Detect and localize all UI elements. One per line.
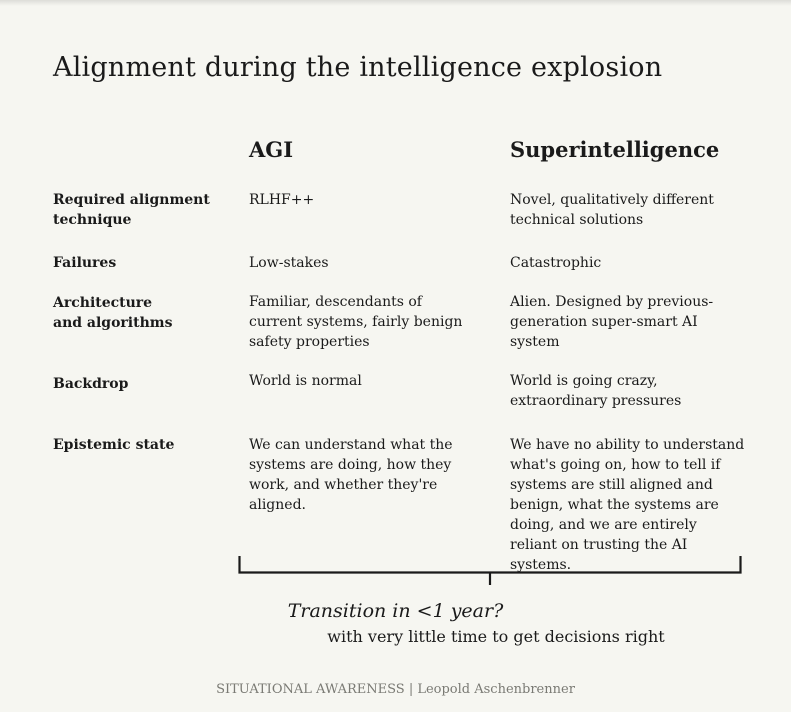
column-header-superintelligence: Superintelligence — [510, 137, 720, 162]
cell-superintelligence-failures: Catastrophic — [510, 255, 602, 271]
cell-agi-epistemic-state: We can understand what the systems are doing, how they work, and whether they're aligned. — [249, 437, 453, 513]
row-label-failures: Failures — [53, 255, 117, 271]
row-label-architecture-and-algorithms: Architecture and algorithms — [53, 295, 173, 331]
column-header-agi: AGI — [249, 137, 294, 162]
top-shadow — [0, 0, 791, 6]
footer-credit: SITUATIONAL AWARENESS | Leopold Aschenbrenner — [216, 682, 575, 697]
cell-superintelligence-epistemic-state: We have no ability to understand what's going on, how to tell if systems are still aligned and benign, what the systems are doing, and we are entirely reliant on trusting the AI systems. — [510, 437, 745, 573]
transition-bracket — [238, 556, 742, 586]
row-label-required-alignment-technique: Required alignment technique — [53, 192, 210, 228]
cell-agi-architecture-and-algorithms: Familiar, descendants of current systems, fairly benign safety properties — [249, 294, 463, 350]
cell-agi-backdrop: World is normal — [249, 373, 362, 389]
transition-title: Transition in <1 year? — [287, 600, 504, 622]
cell-agi-failures: Low-stakes — [249, 255, 329, 271]
transition-subtitle: with very little time to get decisions right — [327, 627, 665, 646]
row-label-epistemic-state: Epistemic state — [53, 437, 175, 453]
cell-superintelligence-backdrop: World is going crazy, extraordinary pressures — [510, 373, 682, 409]
cell-superintelligence-architecture-and-algorithms: Alien. Designed by previous-generation super-smart AI system — [510, 294, 714, 350]
cell-agi-required-alignment-technique: RLHF++ — [249, 192, 315, 208]
row-label-backdrop: Backdrop — [53, 376, 129, 392]
page-title: Alignment during the intelligence explosion — [53, 52, 663, 83]
cell-superintelligence-required-alignment-technique: Novel, qualitatively different technical solutions — [510, 192, 714, 228]
